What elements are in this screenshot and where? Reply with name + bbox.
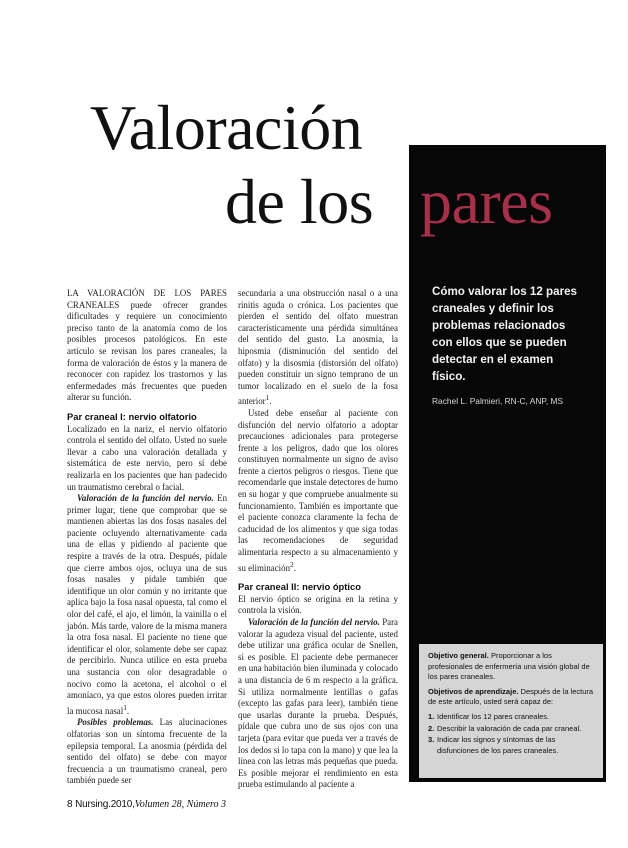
paragraph-text: Usted debe enseñar al paciente con disfunción del nervio olfatorio a adoptar precauciones adicionales para protegerse frente a los peligros, dado que los olores constituyen normalmente un signo de aviso frente a ciertos peligros o riesgos. Tiene que recomendarle que instale detectores de humo en su hogar y que compruebe anualmente su funcionamiento. También es importante que el paciente conozca claramente la fecha de caducidad de los alimentos y que siga todas las recomendaciones de seguridad alimentaria respecto a su almacenamiento y su eliminación: [238, 407, 398, 573]
article-paragraph: LA VALORACIÓN DE LOS PARES CRANEALES puede ofrecer grandes dificultades y requiere un conocimiento preciso tanto de la anatomía como de los posibles procesos patológicos. En este artículo se revisan los pares craneales, la forma de valoración de éstos y la manera de reconocer con rapidez los trastornos y las enfermedades más frecuentes que pueden alterar su función.: [67, 288, 227, 403]
general-objective: [428, 651, 598, 683]
paragraph-lead: Posibles problemas.: [77, 717, 154, 728]
paragraph-text: Para valorar la agudeza visual del paciente, usted debe utilizar una gráfica ocular de Snellen, si es posible. El paciente debe permanecer en una habitación bien iluminada y colocado a una distancia de 6 m respecto a la gráfica. Si utiliza normalmente lentillas o gafas (excepto las gafas para leer), también tiene que usarlas durante la prueba. Después, pídale que cubra uno de sus ojos con una tarjeta (para evitar que pueda ver a través de los dedos si lo tapa con la mano) y que lea la línea con las letras más pequeñas que pueda. Es posible mejorar el rendimiento en esta prueba estimulando al paciente a: [238, 616, 398, 790]
objective-item: [428, 735, 598, 756]
reference-mark: 1: [265, 393, 270, 403]
paragraph-lead: Valoración de la función del nervio.: [77, 493, 214, 504]
journal-name: Nursing.2010,: [75, 799, 135, 810]
article-column-2: [238, 288, 398, 791]
learning-objectives: [428, 687, 598, 708]
paragraph-text: secundaria a una obstrucción nasal o a una rinitis aguda o crónica. Los pacientes que pierden el sentido del olfato muestran característicamente una pérdida simultánea del sentido del gusto. La anosmia, la hiposmia (disminución del sentido del olfato) y la disosmia (distorsión del olfato) pueden constituir un signo temprano de un tumor localizado en el suelo de la fosa anterior: [238, 288, 398, 407]
author-byline: Rachel L. Palmieri, RN-C, ANP, MS: [432, 396, 564, 406]
general-objective-label: Objetivo general.: [428, 651, 489, 660]
section-heading: Par craneal II: nervio óptico: [238, 581, 361, 593]
objective-text: Describir la valoración de cada par craneal.: [437, 723, 582, 733]
objectives-content: [428, 651, 598, 757]
objective-number: 3.: [428, 735, 435, 745]
article-paragraph: secundaria a una obstrucción nasal o a una rinitis aguda o crónica. Los pacientes que pierden el sentido del olfato muestran característicamente una pérdida simultánea del sentido del gusto. La anosmia, la hiposmia (disminución del sentido del olfato) y la disosmia (distorsión del olfato) pueden constituir un signo temprano de un tumor localizado en el suelo de la fosa anterior$^1$.: [238, 288, 398, 407]
objective-text: Indicar los signos y síntomas de las disfunciones de los pares craneales.: [437, 735, 559, 755]
page-number: 8: [67, 799, 73, 810]
objective-number: 2.: [428, 723, 435, 733]
objective-text: Identificar los 12 pares craneales.: [437, 711, 550, 721]
article-paragraph: [67, 717, 227, 787]
objectives-list: [428, 712, 598, 756]
reference-mark: 1: [123, 702, 127, 712]
issue-info: Volumen 28, Número 3: [134, 799, 227, 810]
paragraph-lead: Valoración de la función del nervio.: [248, 616, 380, 627]
learning-objectives-label: Objetivos de aprendizaje.: [428, 686, 519, 696]
learning-objectives-text: Después de la lectura de este artículo, usted será capaz de:: [428, 686, 594, 707]
title-line-1: Valoración: [90, 92, 363, 163]
page-footer: [67, 799, 226, 810]
section-heading: Par craneal I: nervio olfatorio: [67, 410, 197, 422]
article-paragraph: Usted debe enseñar al paciente con disfunción del nervio olfatorio a adoptar precauciones adicionales para protegerse frente a los peligros, dado que los olores constituyen normalmente un signo de aviso frente a ciertos peligros o riesgos. Tiene que recomendarle que instale detectores de humo en su hogar y que compruebe anualmente su funcionamiento. También es importante que el paciente conozca claramente la fecha de caducidad de los alimentos y que siga todas las recomendaciones de seguridad alimentaria respecto a su almacenamiento y su eliminación$^2$.: [238, 407, 398, 573]
paragraph-text: En primer lugar, tiene que comprobar que se mantienen abiertas las dos fosas nasales del paciente ocluyendo alternativamente cada una de ellas y pidiendo al paciente que respire a través de la otra. Después, pídale que cierre ambos ojos, ocluya una de sus fosas nasales y pídale también que identifique un olor común y no irritante que aplica bajo la fosa nasal opuesta, tal como el olor del café, el ajo, el limón, la vainilla o el jabón. Más tarde, valore de la misma manera la otra fosa nasal. El paciente no tiene que identificar el olor, solamente debe ser capaz de percibirlo. Nunca utilice en esta prueba una sustancia con olor desagradable o nocivo como la acetona, el alcohol o el amoníaco, ya que estos olores pueden irritar la mucosa nasal: [67, 493, 228, 716]
intro-summary: Cómo valorar los 12 pares craneales y definir los problemas relacionados con ellos que se pueden detectar en el examen físico.: [432, 285, 577, 383]
reference-mark: 2: [290, 559, 294, 569]
general-objective-text: Proporcionar a los profesionales de enfermería una visión global de los pares craneales.: [428, 651, 590, 682]
article-paragraph: Valoración de la función del nervio. En primer lugar, tiene que comprobar que se mantienen abiertas las dos fosas nasales del paciente ocluyendo alternativamente cada una de ellas y pidiendo al paciente que respire a través de la otra. Después, pídale que cierre ambos ojos, ocluya una de sus fosas nasales y pídale también que identifique un olor común y no irritante que aplica bajo la fosa nasal opuesta, tal como el olor del café, el ajo, el limón, la vainilla o el jabón. Más tarde, valore de la misma manera la otra fosa nasal. El paciente no tiene que identificar el olor, solamente debe ser capaz de percibirlo. Nunca utilice en esta prueba una sustancia con olor desagradable o nocivo como la acetona, el alcohol o el amoníaco, ya que estos olores pueden irritar la mucosa nasal$^1$.: [67, 493, 228, 716]
article-paragraph: [238, 617, 398, 791]
objective-number: 1.: [428, 711, 435, 721]
article-paragraph: Localizado en la nariz, el nervio olfatorio controla el sentido del olfato. Usted no suele llevar a cabo una valoración detallada y sistemática de este nervio, pero sí debe realizarla en los pacientes que han padecido un traumatismo cerebral o facial.: [67, 423, 227, 492]
article-column-1: [67, 288, 227, 787]
article-paragraph: El nervio óptico se origina en la retina y controla la visión.: [238, 593, 398, 616]
objective-item: [428, 712, 598, 723]
title-line-2: de los: [225, 166, 374, 237]
paragraph-text: Las alucinaciones olfatorias son un síntoma frecuente de la epilepsia temporal. La anosmia (pérdida del sentido del olfato) se debe con mayor frecuencia a un traumatismo craneal, pero también puede ser: [67, 717, 227, 786]
objective-item: [428, 724, 598, 735]
title-line-3: pares: [420, 166, 553, 237]
